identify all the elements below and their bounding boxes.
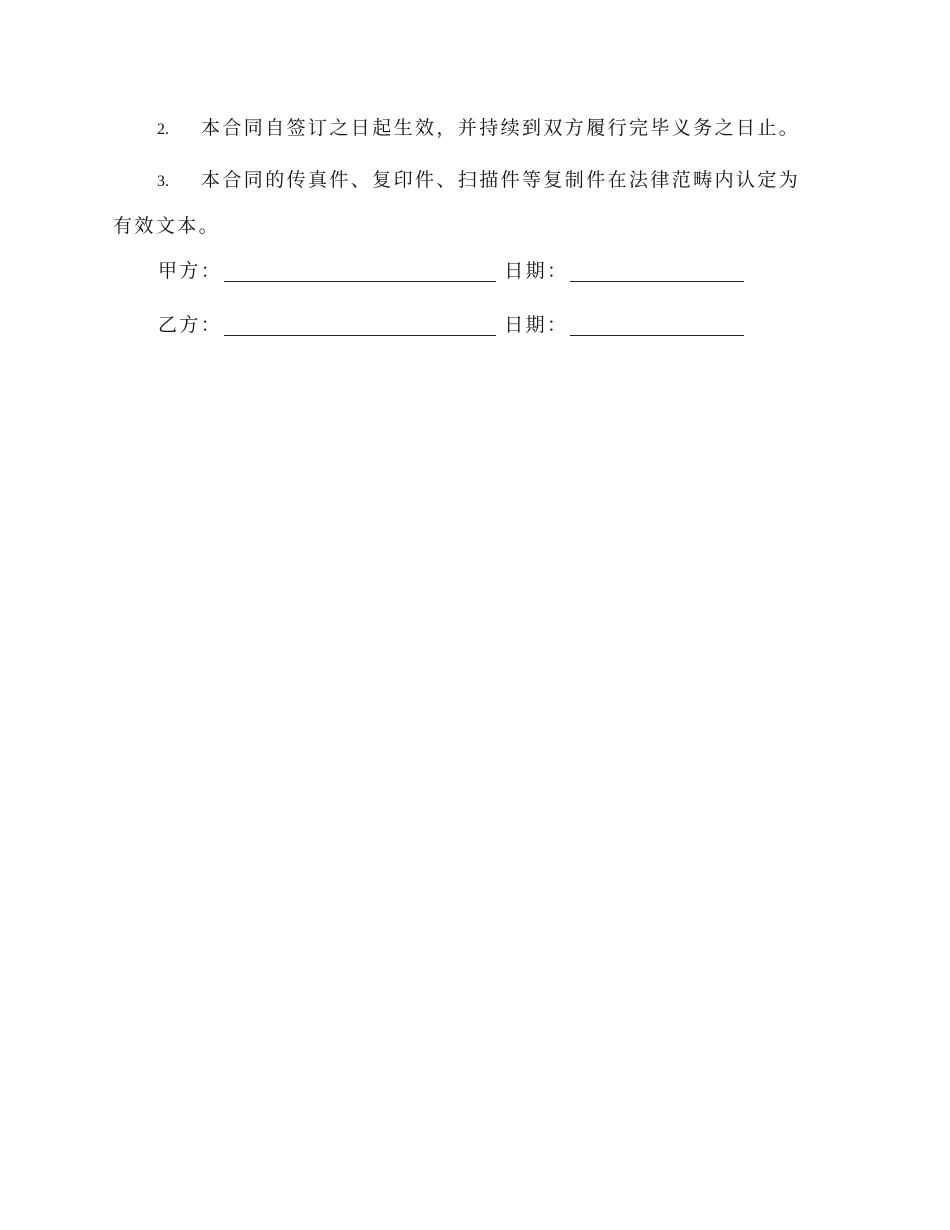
signature-row-party-b: [158, 310, 744, 340]
clause-text-line-2: 有效文本。: [113, 215, 221, 237]
party-a-label: 甲方：: [158, 260, 223, 282]
clause-text-line-1: 本合同的传真件、复印件、扫描件等复制件在法律范畴内认定为: [201, 169, 801, 191]
party-b-date-line[interactable]: [570, 313, 744, 336]
clause-3: [113, 158, 833, 248]
clause-number: 3.: [157, 173, 169, 190]
party-b-date-label: 日期：: [504, 314, 569, 336]
party-b-label: 乙方：: [158, 314, 223, 336]
clause-number: 2.: [157, 121, 169, 138]
signature-row-party-a: [158, 256, 744, 286]
party-a-date-line[interactable]: [570, 259, 744, 282]
clause-2: [113, 106, 833, 152]
party-b-signature-line[interactable]: [224, 313, 496, 336]
party-a-date-label: 日期：: [504, 260, 569, 282]
clause-text: 本合同自签订之日起生效，并持续到双方履行完毕义务之日止。: [201, 117, 801, 139]
party-a-signature-line[interactable]: [224, 259, 496, 282]
